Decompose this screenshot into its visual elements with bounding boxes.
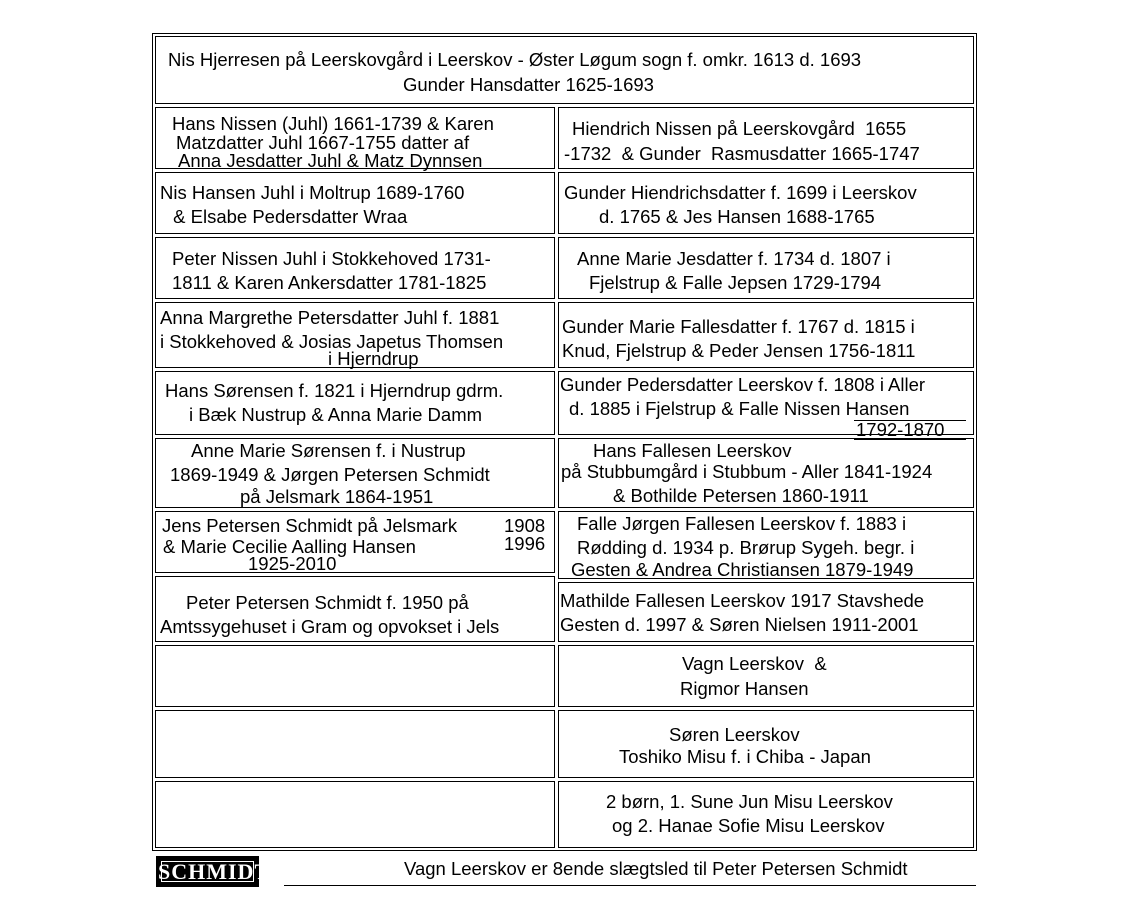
left-cell-year: 1996	[504, 533, 546, 554]
right-cell-row-2	[558, 172, 974, 234]
left-cell-line: på Jelsmark 1864-1951	[240, 486, 434, 507]
footer-caption: Vagn Leerskov er 8ende slægtsled til Peter Petersen Schmidt	[404, 858, 908, 879]
left-cell-line: Peter Petersen Schmidt f. 1950 på	[186, 592, 469, 613]
left-cell-line: 1925-2010	[248, 553, 337, 574]
right-cell-year-range: 1792-1870	[854, 420, 966, 440]
right-cell-line: Mathilde Fallesen Leerskov 1917 Stavshede	[560, 590, 925, 611]
left-cell-line: & Elsabe Pedersdatter Wraa	[168, 206, 408, 227]
right-cell-row-8	[558, 582, 974, 642]
right-cell-row-9	[558, 645, 974, 707]
right-cell-row-11	[558, 781, 974, 848]
right-cell-row-7	[558, 511, 974, 579]
right-cell-row-1	[558, 107, 974, 169]
left-cell-line: 1811 & Karen Ankersdatter 1781-1825	[172, 272, 487, 293]
left-cell-line: Anna Jesdatter Juhl & Matz Dynnsen	[178, 150, 483, 171]
right-cell-line: og 2. Hanae Sofie Misu Leerskov	[612, 815, 885, 836]
left-cell-row-4	[155, 302, 555, 368]
left-cell-year: 1908	[504, 515, 546, 536]
left-cell-line: Hans Nissen (Juhl) 1661-1739 & Karen	[172, 113, 494, 134]
right-cell-line: Knud, Fjelstrup & Peder Jensen 1756-1811	[562, 340, 916, 361]
left-cell-row-8	[155, 576, 555, 642]
right-cell-line: på Stubbumgård i Stubbum - Aller 1841-1924	[561, 461, 933, 482]
right-cell-row-4	[558, 302, 974, 368]
right-cell-row-6	[558, 438, 974, 508]
right-cell-line: d. 1885 i Fjelstrup & Falle Nissen Hansen	[569, 398, 910, 419]
right-cell-line: Toshiko Misu f. i Chiba - Japan	[619, 746, 871, 767]
left-cell-line: Anne Marie Sørensen f. i Nustrup	[191, 440, 466, 461]
left-cell-line: Nis Hansen Juhl i Moltrup 1689-1760	[160, 182, 465, 203]
right-cell-line: Gesten d. 1997 & Søren Nielsen 1911-2001	[560, 614, 919, 635]
left-cell-line: Jens Petersen Schmidt på Jelsmark	[162, 515, 458, 536]
logo-text: SCHMIDT	[158, 859, 271, 884]
left-cell-row-3	[155, 237, 555, 299]
left-cell-row-6	[155, 438, 555, 508]
header-cell	[155, 36, 974, 104]
header-line-1: Nis Hjerresen på Leerskovgård i Leerskov - Øster Løgum sogn f. omkr. 1613 d. 1693	[168, 49, 862, 70]
right-cell-row-10	[558, 710, 974, 778]
right-cell-line: 2 børn, 1. Sune Jun Misu Leerskov	[606, 791, 893, 812]
right-cell-row-3	[558, 237, 974, 299]
left-cell-row-5	[155, 371, 555, 435]
right-cell-line: Hiendrich Nissen på Leerskovgård 1655	[572, 118, 907, 139]
right-cell-line: Gunder Marie Fallesdatter f. 1767 d. 1815 i	[562, 316, 915, 337]
right-cell-line: Rigmor Hansen	[680, 678, 809, 699]
left-cell-line: Matzdatter Juhl 1667-1755 datter af	[176, 132, 470, 153]
header-line-2: Gunder Hansdatter 1625-1693	[403, 74, 654, 95]
right-cell-line: Fjelstrup & Falle Jepsen 1729-1794	[589, 272, 882, 293]
left-cell-line: & Marie Cecilie Aalling Hansen	[163, 536, 416, 557]
left-cell-line: i Stokkehoved & Josias Japetus Thomsen	[160, 331, 504, 352]
right-cell-line: d. 1765 & Jes Hansen 1688-1765	[599, 206, 875, 227]
left-cell-line: Hans Sørensen f. 1821 i Hjerndrup gdrm.	[165, 380, 504, 401]
left-cell-line: 1869-1949 & Jørgen Petersen Schmidt	[170, 464, 490, 485]
right-cell-line: Gesten & Andrea Christiansen 1879-1949	[571, 559, 914, 580]
right-cell-line: Søren Leerskov	[669, 724, 800, 745]
right-cell-row-5	[558, 371, 974, 440]
left-cell-row-1	[155, 107, 555, 169]
right-cell-line: Falle Jørgen Fallesen Leerskov f. 1883 i	[577, 513, 907, 534]
right-cell-line: -1732 & Gunder Rasmusdatter 1665-1747	[564, 143, 920, 164]
left-cell-row-10	[155, 710, 555, 778]
right-cell-line: & Bothilde Petersen 1860-1911	[613, 485, 869, 506]
right-cell-line: Hans Fallesen Leerskov	[593, 440, 792, 461]
right-cell-line: Anne Marie Jesdatter f. 1734 d. 1807 i	[577, 248, 891, 269]
right-cell-line: Vagn Leerskov &	[682, 653, 827, 674]
left-cell-line: i Bæk Nustrup & Anna Marie Damm	[189, 404, 483, 425]
left-cell-line: Anna Margrethe Petersdatter Juhl f. 1881	[160, 307, 500, 328]
left-cell-row-7	[155, 511, 555, 573]
left-cell-row-9	[155, 645, 555, 707]
left-cell-line: Peter Nissen Juhl i Stokkehoved 1731-	[172, 248, 491, 269]
right-cell-line: Rødding d. 1934 p. Brørup Sygeh. begr. i	[577, 537, 915, 558]
left-cell-line: Amtssygehuset i Gram og opvokset i Jels	[160, 616, 500, 637]
right-cell-line: Gunder Hiendrichsdatter f. 1699 i Leerskov	[564, 182, 917, 203]
schmidt-logo	[156, 856, 271, 887]
right-cell-line: Gunder Pedersdatter Leerskov f. 1808 i Aller	[560, 374, 926, 395]
left-cell-line: i Hjerndrup	[328, 348, 419, 369]
left-cell-row-11	[155, 781, 555, 848]
left-cell-row-2	[155, 172, 555, 234]
footer-rule	[284, 885, 976, 886]
